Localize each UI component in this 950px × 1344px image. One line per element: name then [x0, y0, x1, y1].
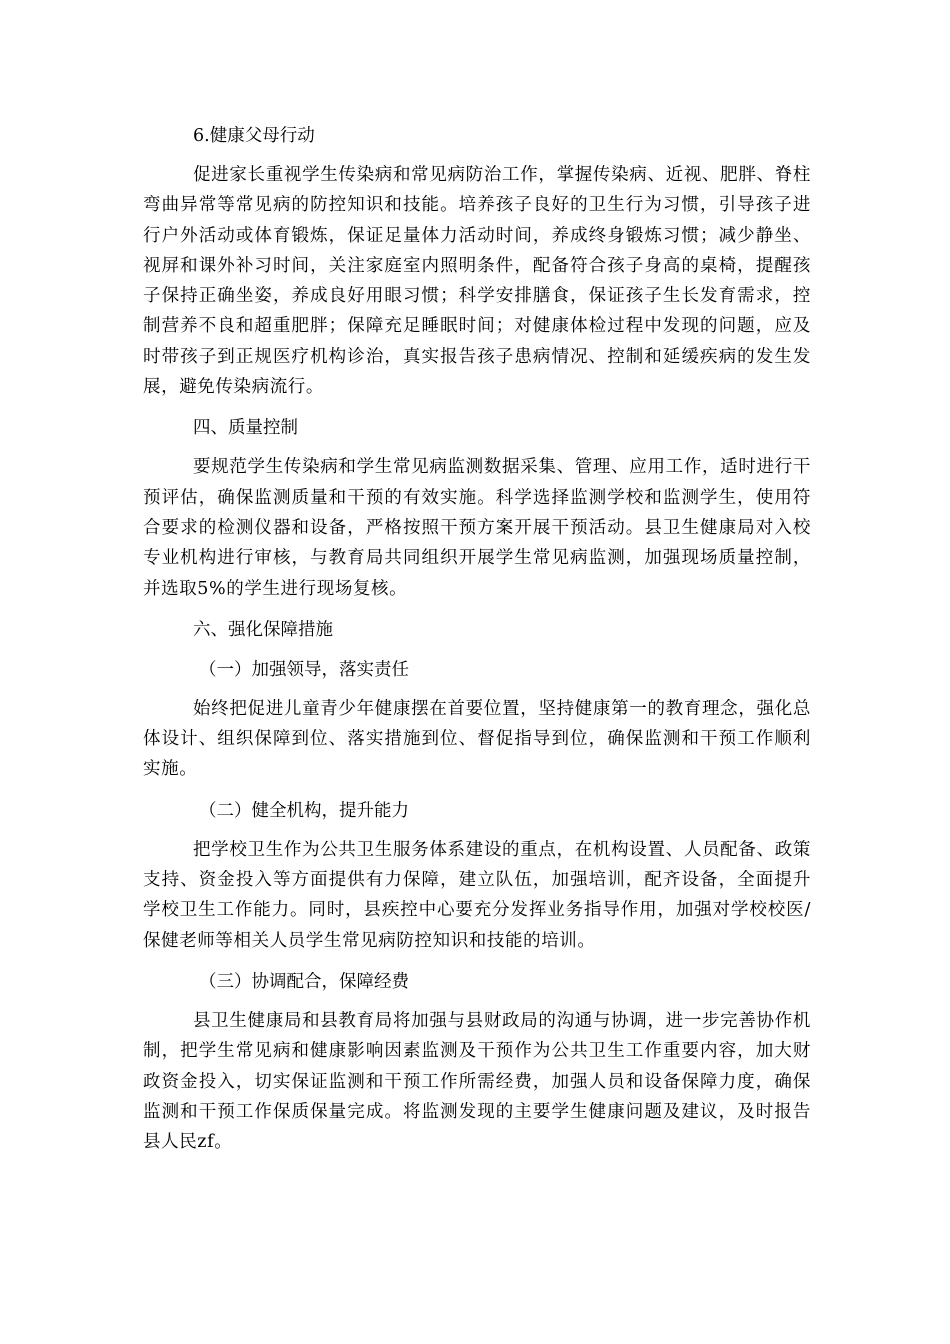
subheading-funding: （三）协调配合，保障经费	[199, 971, 409, 992]
subheading-leadership: （一）加强领导，落实责任	[199, 659, 409, 680]
paragraph-funding: 县卫生健康局和县教育局将加强与县财政局的沟通与协调，进一步完善协作机制，把学生常见病和健康影响因素监测及干预作为公共卫生工作重要内容，加大财政资金投入，切实保证监测和干预工作所需经费，加强人员和设备保障力度，确保监测和干预工作保质保量完成。将监测发现的主要学生健康问题及建议，及时报告县人民zf。	[143, 1010, 811, 1153]
section-heading-quality-control: 四、质量控制	[193, 418, 298, 439]
document-page	[143, 120, 811, 1167]
section-heading-safeguards: 六、强化保障措施	[193, 619, 333, 640]
paragraph-leadership: 始终把促进儿童青少年健康摆在首要位置，坚持健康第一的教育理念，强化总体设计、组织保障到位、落实措施到位、督促指导到位，确保监测和干预工作顺利实施。	[143, 698, 811, 780]
paragraph-institutions: 把学校卫生作为公共卫生服务体系建设的重点，在机构设置、人员配备、政策支持、资金投入等方面提供有力保障，建立队伍，加强培训，配齐设备，全面提升学校卫生工作能力。同时，县疾控中心要充分发挥业务指导作用，加强对学校校医/保健老师等相关人员学生常见病防控知识和技能的培训。	[143, 839, 811, 951]
section-heading-healthy-parents: 6.健康父母行动	[193, 126, 315, 146]
paragraph-healthy-parents: 促进家长重视学生传染病和常见病防治工作，掌握传染病、近视、肥胖、脊柱弯曲异常等常见病的防控知识和技能。培养孩子良好的卫生行为习惯，引导孩子进行户外活动或体育锻炼，保证足量体力活动时间，养成终身锻炼习惯；减少静坐、视屏和课外补习时间，关注家庭室内照明条件，配备符合孩子身高的桌椅，提醒孩子保持正确坐姿，养成良好用眼习惯；科学安排膳食，保证孩子生长发育需求，控制营养不良和超重肥胖；保障充足睡眠时间；对健康体检过程中发现的问题，应及时带孩子到正规医疗机构诊治，真实报告孩子患病情况、控制和延缓疾病的发生发展，避免传染病流行。	[143, 165, 811, 398]
subheading-institutions: （二）健全机构，提升能力	[199, 800, 409, 821]
paragraph-quality-control: 要规范学生传染病和学生常见病监测数据采集、管理、应用工作，适时进行干预评估，确保监测质量和干预的有效实施。科学选择监测学校和监测学生，使用符合要求的检测仪器和设备，严格按照干预方案开展干预活动。县卫生健康局对入校专业机构进行审核，与教育局共同组织开展学生常见病监测，加强现场质量控制，并选取5%的学生进行现场复核。	[143, 457, 811, 599]
